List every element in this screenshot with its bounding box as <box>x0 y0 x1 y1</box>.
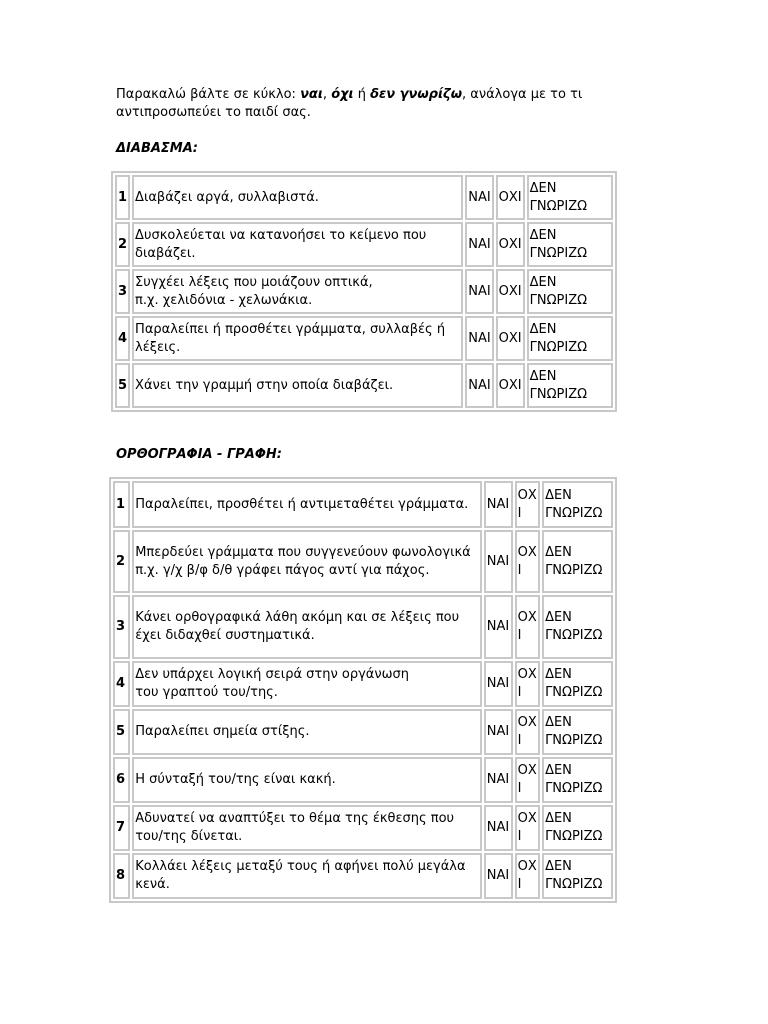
answer-no-line2: Ι <box>517 829 522 844</box>
answer-yes[interactable]: ΝΑΙ <box>484 757 513 803</box>
row-number: 5 <box>113 709 130 755</box>
answer-no[interactable] <box>515 661 540 707</box>
answer-no[interactable] <box>515 853 540 899</box>
answer-dont-know-line2: ΓΝΩΡΙΖΩ <box>545 562 603 578</box>
answer-dont-know-line1: ΔΕΝ <box>529 321 557 337</box>
answer-dont-know-line1: ΔΕΝ <box>529 227 557 243</box>
row-number: 4 <box>115 316 130 361</box>
answer-no-line2: Ι <box>517 628 522 643</box>
instructions-prefix: Παρακαλώ βάλτε σε κύκλο: <box>116 87 301 102</box>
answer-no-line1: ΟΧ <box>517 667 537 682</box>
row-number: 3 <box>115 269 130 314</box>
answer-dont-know-line1: ΔΕΝ <box>529 180 557 196</box>
answer-yes[interactable]: ΝΑΙ <box>484 661 513 707</box>
row-number: 1 <box>113 481 130 528</box>
answer-dont-know[interactable] <box>527 363 613 408</box>
question-text: Μπερδεύει γράμματα που συγγενεύουν φωνολογικά π.χ. γ/χ β/φ δ/θ γράφει πάγος αντί για πάχος. <box>132 530 482 593</box>
answer-dont-know-line2: ΓΝΩΡΙΖΩ <box>545 829 603 844</box>
answer-yes[interactable]: ΝΑΙ <box>465 363 493 408</box>
answer-dont-know[interactable] <box>527 269 613 314</box>
table-row <box>113 853 613 899</box>
answer-no-line2: Ι <box>517 877 522 892</box>
answer-dont-know[interactable] <box>542 661 613 707</box>
question-text-line1: Συγχέει λέξεις που μοιάζουν οπτικά, <box>135 274 373 290</box>
instructions-suffix: , ανάλογα με το τι αντιπροσωπεύει το παιδί σας. <box>116 87 583 120</box>
question-text: Παραλείπει σημεία στίξης. <box>132 709 482 755</box>
answer-no-line2: Ι <box>517 733 522 748</box>
answer-yes[interactable]: ΝΑΙ <box>484 853 513 899</box>
answer-dont-know-line2: ΓΝΩΡΙΖΩ <box>529 292 588 308</box>
row-number: 2 <box>113 530 130 593</box>
answer-no[interactable] <box>515 757 540 803</box>
row-number: 1 <box>115 175 130 220</box>
answer-dont-know-line1: ΔΕΝ <box>545 487 572 503</box>
row-number: 2 <box>115 222 130 267</box>
section-spelling-title: ΟΡΘΟΓΡΑΦΙΑ - ΓΡΑΦΗ: <box>116 447 282 462</box>
answer-dont-know-line2: ΓΝΩΡΙΖΩ <box>529 245 588 261</box>
answer-dont-know-line1: ΔΕΝ <box>529 274 557 290</box>
answer-no-line1: ΟΧ <box>517 544 537 560</box>
answer-no-line1: ΟΧ <box>517 715 537 730</box>
answer-dont-know-line2: ΓΝΩΡΙΖΩ <box>529 386 588 402</box>
section-reading-title: ΔΙΑΒΑΣΜΑ: <box>116 141 199 156</box>
question-text <box>132 269 463 314</box>
table-row <box>115 175 613 220</box>
question-text: Παραλείπει, προσθέτει ή αντιμεταθέτει γράμματα. <box>132 481 482 528</box>
question-text-line2: του γραπτού του/της. <box>135 685 278 700</box>
answer-dont-know-line1: ΔΕΝ <box>545 610 572 625</box>
answer-dont-know-line2: ΓΝΩΡΙΖΩ <box>545 733 603 748</box>
row-number: 3 <box>113 595 130 659</box>
answer-no[interactable] <box>515 595 540 659</box>
answer-no[interactable] <box>515 481 540 528</box>
question-text: Δυσκολεύεται να κατανοήσει το κείμενο που διαβάζει. <box>132 222 463 267</box>
answer-dont-know[interactable] <box>542 595 613 659</box>
question-text <box>132 661 482 707</box>
answer-no[interactable]: ΟΧΙ <box>496 269 525 314</box>
table-row <box>113 757 613 803</box>
answer-yes[interactable]: ΝΑΙ <box>465 269 493 314</box>
row-number: 5 <box>115 363 130 408</box>
question-text: Διαβάζει αργά, συλλαβιστά. <box>132 175 463 220</box>
answer-dont-know-line1: ΔΕΝ <box>545 667 572 682</box>
answer-no-line1: ΟΧ <box>517 859 537 874</box>
question-text-line2: έχει διδαχθεί συστηματικά. <box>135 628 315 643</box>
question-text: Η σύνταξή του/της είναι κακή. <box>132 757 482 803</box>
question-text: Αδυνατεί να αναπτύξει το θέμα της έκθεσης που του/της δίνεται. <box>132 805 482 851</box>
answer-no[interactable] <box>515 530 540 593</box>
reading-table <box>111 171 617 412</box>
instructions-sep1: , <box>322 87 332 102</box>
answer-dont-know-line2: ΓΝΩΡΙΖΩ <box>545 781 603 796</box>
table-row <box>115 269 613 314</box>
table-row <box>115 363 613 408</box>
row-number: 8 <box>113 853 130 899</box>
table-row <box>113 595 613 659</box>
answer-dont-know-line1: ΔΕΝ <box>545 544 572 560</box>
question-text: Χάνει την γραμμή στην οποία διαβάζει. <box>132 363 463 408</box>
answer-dont-know[interactable] <box>542 530 613 593</box>
answer-dont-know[interactable] <box>542 805 613 851</box>
answer-no-line2: Ι <box>517 781 522 796</box>
instructions <box>116 86 646 122</box>
question-text-line1: Κάνει ορθογραφικά λάθη ακόμη και σε λέξεις που <box>135 610 460 625</box>
answer-yes[interactable]: ΝΑΙ <box>465 222 493 267</box>
answer-yes[interactable]: ΝΑΙ <box>484 709 513 755</box>
table-row <box>113 530 613 593</box>
answer-yes[interactable]: ΝΑΙ <box>484 805 513 851</box>
row-number: 6 <box>113 757 130 803</box>
answer-dont-know-line2: ΓΝΩΡΙΖΩ <box>529 198 588 214</box>
question-text <box>132 595 482 659</box>
table-row <box>113 481 613 528</box>
spelling-table <box>109 477 617 903</box>
answer-no-line1: ΟΧ <box>517 811 537 826</box>
question-text-line1: Δεν υπάρχει λογική σειρά στην οργάνωση <box>135 667 409 682</box>
answer-no-line1: ΟΧ <box>517 610 537 625</box>
question-text-line2: π.χ. χελιδόνια - χελωνάκια. <box>135 292 313 308</box>
answer-no[interactable]: ΟΧΙ <box>496 316 525 361</box>
answer-no[interactable]: ΟΧΙ <box>496 222 525 267</box>
row-number: 4 <box>113 661 130 707</box>
answer-no-line2: Ι <box>517 505 522 521</box>
answer-dont-know-line2: ΓΝΩΡΙΖΩ <box>545 685 603 700</box>
table-row <box>115 222 613 267</box>
option-yes: ναι <box>300 87 323 102</box>
answer-dont-know-line2: ΓΝΩΡΙΖΩ <box>529 339 588 355</box>
answer-no-line1: ΟΧ <box>517 763 537 778</box>
answer-dont-know[interactable] <box>542 481 613 528</box>
answer-dont-know-line1: ΔΕΝ <box>529 368 557 384</box>
table-row <box>113 661 613 707</box>
answer-no[interactable]: ΟΧΙ <box>496 363 525 408</box>
answer-dont-know[interactable] <box>542 853 613 899</box>
answer-no-line2: Ι <box>517 685 522 700</box>
row-number: 7 <box>113 805 130 851</box>
answer-dont-know-line2: ΓΝΩΡΙΖΩ <box>545 505 603 521</box>
instructions-sep2: ή <box>353 87 371 102</box>
answer-yes[interactable]: ΝΑΙ <box>465 175 493 220</box>
answer-dont-know-line2: ΓΝΩΡΙΖΩ <box>545 628 603 643</box>
answer-dont-know[interactable] <box>527 316 613 361</box>
answer-yes[interactable]: ΝΑΙ <box>484 595 513 659</box>
answer-dont-know-line1: ΔΕΝ <box>545 859 572 874</box>
answer-yes[interactable]: ΝΑΙ <box>465 316 493 361</box>
table-row <box>113 805 613 851</box>
answer-dont-know-line1: ΔΕΝ <box>545 763 572 778</box>
answer-no[interactable]: ΟΧΙ <box>496 175 525 220</box>
answer-dont-know-line1: ΔΕΝ <box>545 811 572 826</box>
answer-no-line2: Ι <box>517 562 522 578</box>
answer-dont-know[interactable] <box>542 757 613 803</box>
answer-dont-know-line1: ΔΕΝ <box>545 715 572 730</box>
answer-no-line1: ΟΧ <box>517 487 537 503</box>
answer-dont-know[interactable] <box>542 709 613 755</box>
answer-yes[interactable]: ΝΑΙ <box>484 481 513 528</box>
table-row <box>115 316 613 361</box>
option-no: όχι <box>331 87 354 102</box>
option-dont-know: δεν γνωρίζω <box>370 87 463 102</box>
table-row <box>113 709 613 755</box>
answer-no[interactable] <box>515 805 540 851</box>
answer-dont-know[interactable] <box>527 175 613 220</box>
answer-dont-know[interactable] <box>527 222 613 267</box>
question-text: Παραλείπει ή προσθέτει γράμματα, συλλαβές ή λέξεις. <box>132 316 463 361</box>
question-text: Κολλάει λέξεις μεταξύ τους ή αφήνει πολύ μεγάλα κενά. <box>132 853 482 899</box>
answer-yes[interactable]: ΝΑΙ <box>484 530 513 593</box>
answer-dont-know-line2: ΓΝΩΡΙΖΩ <box>545 877 603 892</box>
answer-no[interactable] <box>515 709 540 755</box>
